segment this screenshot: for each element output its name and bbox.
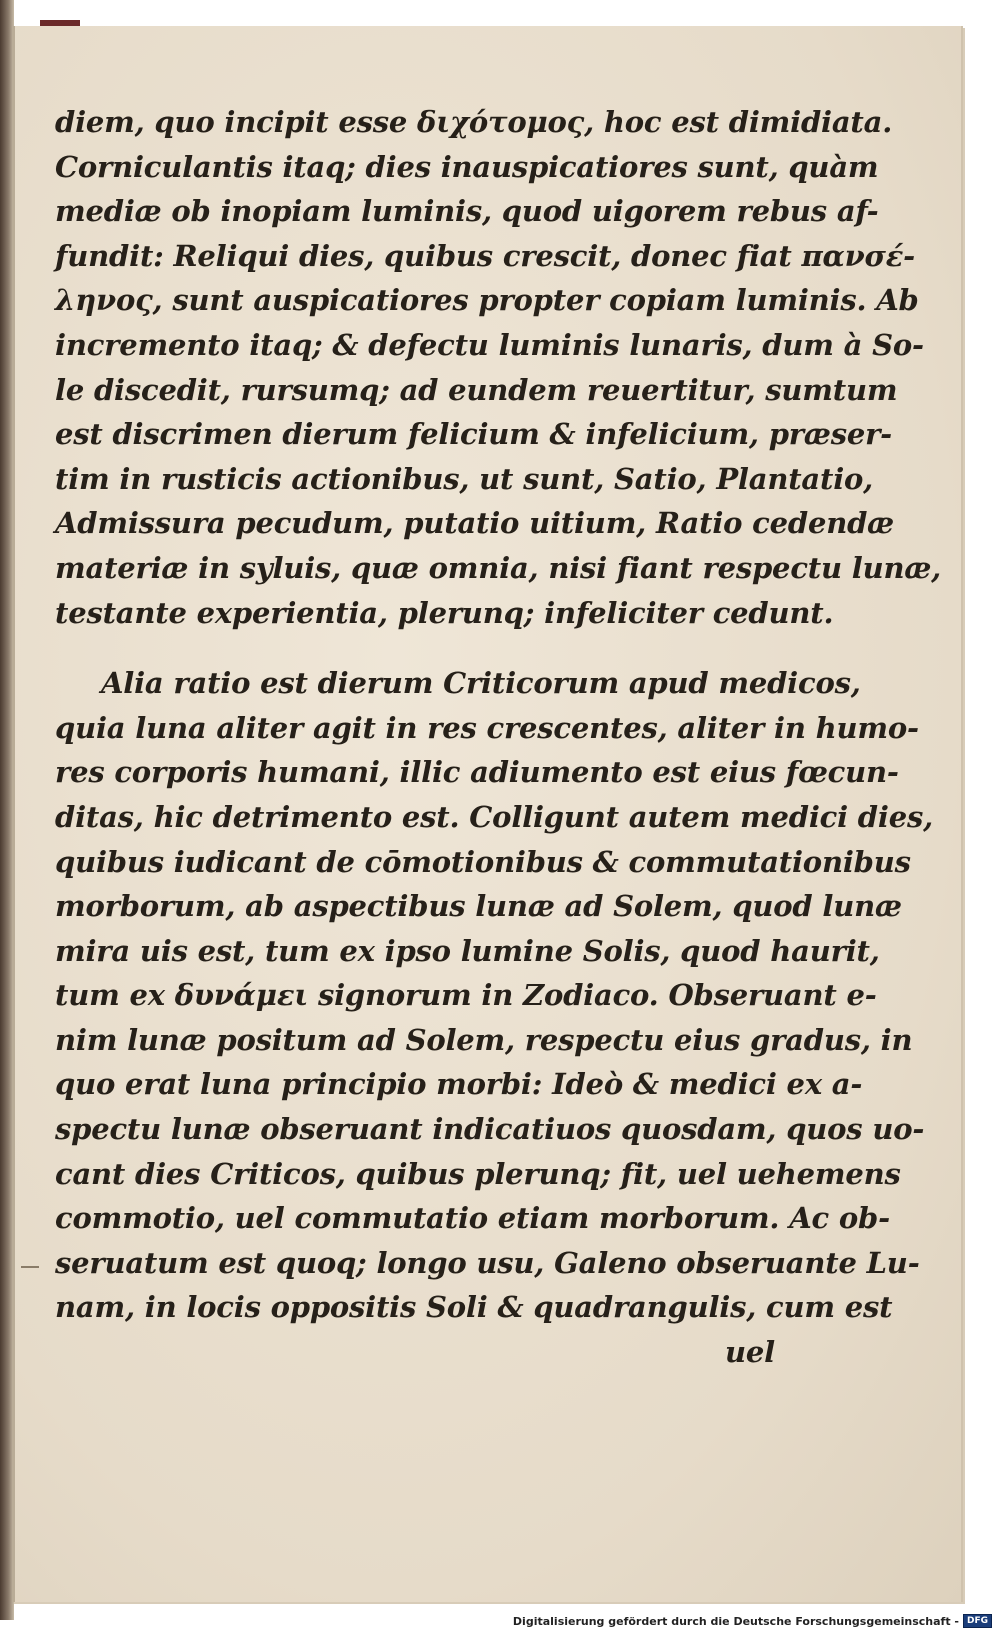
text-line: commotio, uel commutatio etiam morborum. Ac ob-: [55, 1201, 890, 1236]
text-line: ληνος, sunt auspicatiores propter copiam luminis. Ab: [55, 283, 919, 318]
text-line: le discedit, rursumq; ad eundem reuertitur, sumtum: [55, 372, 898, 407]
text-line: tim in rusticis actionibus, ut sunt, Satio, Plantatio,: [55, 461, 874, 496]
text-line: quia luna aliter agit in res crescentes, aliter in humo-: [55, 710, 919, 745]
text-line: est discrimen dierum felicium & infelicium, præser-: [55, 417, 892, 452]
dfg-logo: DFG: [963, 1614, 992, 1628]
text-line: ditas, hic detrimento est. Colligunt autem medici dies,: [55, 799, 933, 834]
book-page: [12, 26, 963, 1602]
text-line: res corporis humani, illic adiumento est eius fœcun-: [55, 755, 899, 790]
text-line: morborum, ab aspectibus lunæ ad Solem, quod lunæ: [55, 889, 902, 924]
text-line: fundit: Reliqui dies, quibus crescit, donec fiat πανσέ-: [55, 238, 915, 273]
page-text: [55, 100, 942, 1375]
credit-text: Digitalisierung gefördert durch die Deutsche Forschungsgemeinschaft -: [512, 1614, 959, 1628]
text-line: Corniculantis itaq; dies inauspicatiores sunt, quàm: [55, 149, 879, 184]
text-line: nam, in locis oppositis Soli & quadrangulis, cum est: [55, 1290, 893, 1325]
text-line: spectu lunæ obseruant indicatiuos quosdam, quos uo-: [55, 1112, 925, 1147]
text-line: tum ex δυνάμει signorum in Zodiaco. Obseruant e-: [55, 978, 877, 1013]
text-line: Admissura pecudum, putatio uitium, Ratio cedendæ: [55, 506, 894, 541]
text-line: materiæ in syluis, quæ omnia, nisi fiant respectu lunæ,: [55, 550, 942, 585]
text-line: quo erat luna principio morbi: Ideò & medici ex a-: [55, 1067, 863, 1102]
text-line: mira uis est, tum ex ipso lumine Solis, quod haurit,: [55, 933, 880, 968]
text-line: nim lunæ positum ad Solem, respectu eius gradus, in: [55, 1022, 913, 1057]
text-line: testante experientia, plerunq; infeliciter cedunt.: [55, 595, 834, 630]
catchword: uel: [725, 1335, 775, 1370]
text-line: diem, quo incipit esse διχότομος, hoc est dimidiata.: [55, 105, 893, 139]
paragraph-gap: [55, 635, 775, 661]
text-line: cant dies Criticos, quibus plerunq; fit, uel uehemens: [55, 1156, 901, 1191]
text-line: incremento itaq; & defectu luminis lunaris, dum à So-: [55, 327, 924, 362]
text-line: Alia ratio est dierum Criticorum apud medicos,: [101, 666, 861, 701]
margin-mark: [21, 1266, 39, 1268]
digitization-credit: [513, 1614, 992, 1628]
text-line: quibus iudicant de cōmotionibus & commutationibus: [55, 844, 911, 879]
text-line: seruatum est quoq; longo usu, Galeno obseruante Lu-: [55, 1245, 920, 1280]
text-line: mediæ ob inopiam luminis, quod uigorem rebus af-: [55, 194, 879, 229]
